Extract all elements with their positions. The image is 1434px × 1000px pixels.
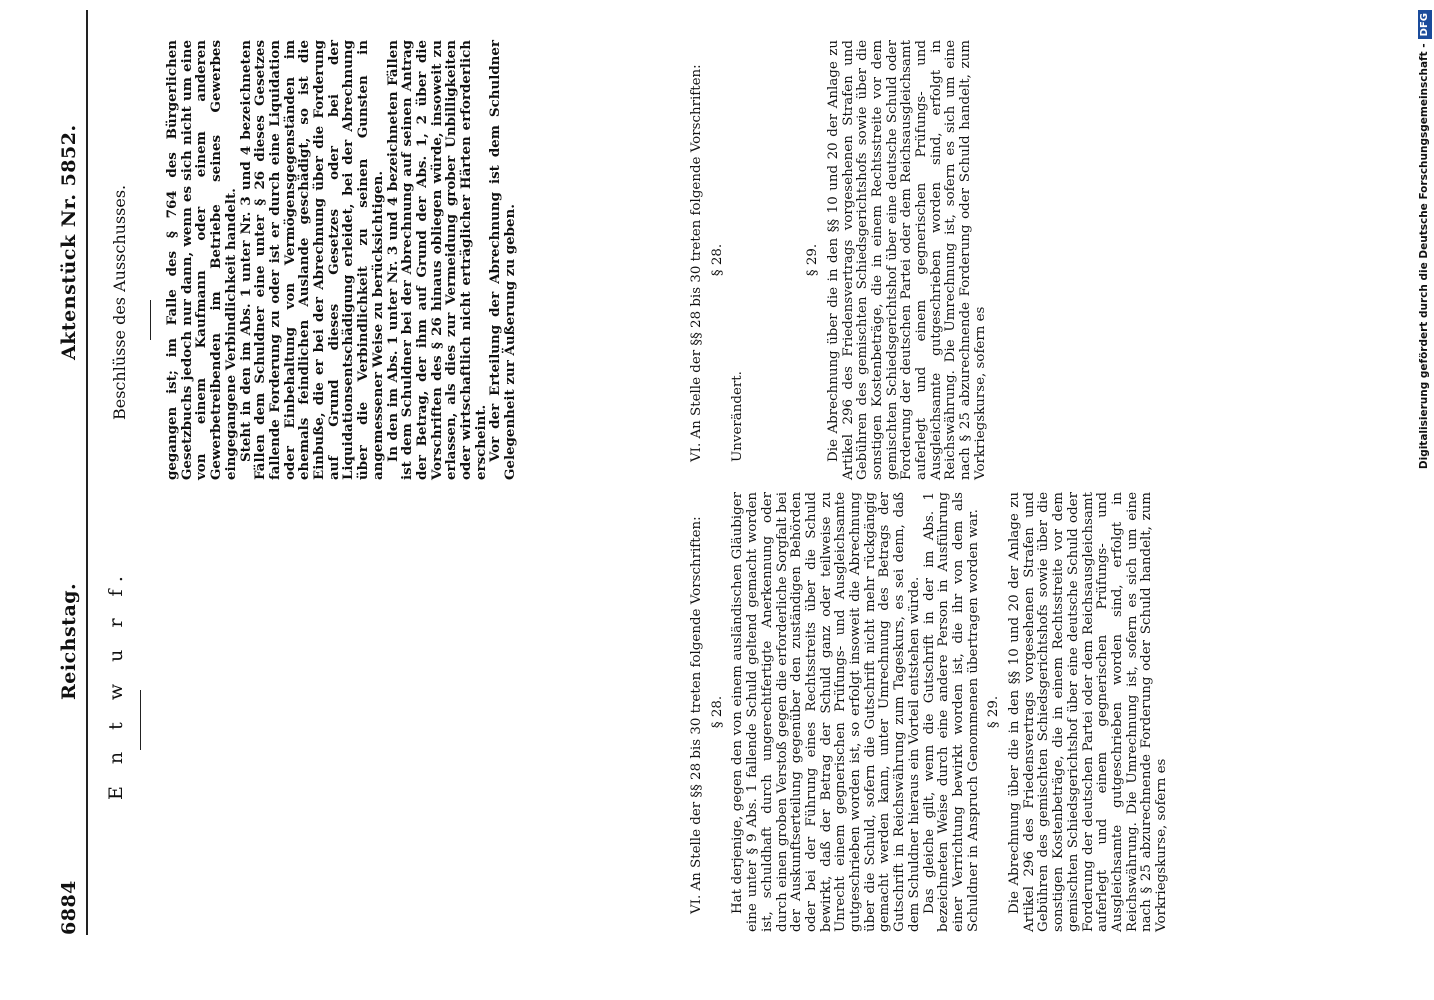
right-paragraph-3: Die Abrechnung über die in den §§ 10 und 20 der Anlage zu Artikel 296 des Friedensvertrags vorgesehenen Strafen und Gebühren des gemischten Schiedsgerichtshofs sowie über die sonstigen Kostenbeträge, die in einem Rechtsstreite vor dem gemischten Schiedsgerichtshof über eine deutsche Schuld oder Forderung der deutschen Partei oder dem Reichsausgleichsamt auferlegt und einem gegnerischen Prüfungs- und Ausgleichsamte gutgeschrieben worden sind, erfolgt in Reichswährung. Die Umrechnung ist, sofern es sich um eine nach § 25 abzurechnende Forderung oder Schuld handelt, zum Vorkriegskurse, sofern es	[825, 40, 988, 480]
right-bold-paragraph-4: Vor der Erteilung der Abrechnung ist dem Schuldner Gelegenheit zur Äußerung zu geben.	[487, 40, 519, 480]
entwurf-heading: E n t w u r f.	[105, 568, 127, 800]
right-bold-paragraph-2: Steht in den im Abs. 1 unter Nr. 3 und 4 bezeichneten Fällen dem Schuldner eine unter § 26 dieses Gesetzes fallende Forderung zu oder ist er durch eine Liquidation oder Einbehaltung von Vermögensgegenständen im ehemals feindlichen Auslande geschädigt, so ist die Einbuße, die er bei der Abrechnung über die Forderung auf Grund dieses Gesetzes oder bei der Liquidationsentschädigung erleidet, bei der Abrechnung über die Verbindlichkeit zu seinen Gunsten in angemessener Weise zu berücksichtigen.	[237, 40, 386, 480]
right-bold-paragraph-3: In den im Abs. 1 unter Nr. 3 und 4 bezeichneten Fällen ist dem Schuldner bei der Abrechnung auf seinen Antrag der Betrag, der ihm auf Grund der Abs. 1, 2 über die Vorschriften des § 26 hinaus obliegen würde, insoweit zu erlassen, als dies zur Vermeidung grober Unbilligkeiten oder wirtschaftlich nicht erträglicher Härten erforderlich erscheint.	[384, 40, 489, 480]
right-bold-block	[165, 40, 518, 480]
left-paragraph-2: Das gleiche gilt, wenn die Gutschrift in der im Abs. 1 bezeichneten Weise durch eine andere Person in Ausführung einer Verrichtung bewirkt worden ist, die ihr von dem als Schuldner in Anspruch Genommenen übertragen worden war.	[921, 492, 981, 932]
dfg-logo-icon: DFG	[1418, 10, 1432, 39]
left-paragraph-3: Die Abrechnung über die in den §§ 10 und 20 der Anlage zu Artikel 296 des Friedensvertrags vorgesehenen Strafen und Gebühren des gemischten Schiedsgerichtshofs sowie über die sonstigen Kostenbeträge, die in einem Rechtsstreite vor dem gemischten Schiedsgerichtshof über eine deutsche Schuld oder Forderung der deutschen Partei oder dem Reichsausgleichsamt auferlegt und einem gegnerischen Prüfungs- und Ausgleichsamte gutgeschrieben worden sind, erfolgt in Reichswährung. Die Umrechnung ist, sofern es sich um eine nach § 25 abzurechnende Forderung oder Schuld handelt, zum Vorkriegskurse, sofern es	[1007, 492, 1170, 932]
beschluesse-heading: Beschlüsse des Ausschusses.	[110, 184, 129, 420]
right-unchanged: Unverändert.	[730, 371, 746, 462]
dfg-side-note	[1413, 10, 1434, 990]
right-column	[690, 40, 989, 480]
left-intro: VI. An Stelle der §§ 28 bis 30 treten folgende Vorschriften:	[689, 516, 704, 914]
right-bold-paragraph-1: gegangen ist; im Falle des § 764 des Bürgerlichen Gesetzbuchs jedoch nur dann, wenn es sich nicht um eine von einem Kaufmann oder einem anderen Gewerbetreibenden im Betriebe seines Gewerbes eingegangene Verbindlichkeit handelt.	[164, 40, 239, 480]
left-column	[690, 492, 1170, 932]
left-paragraph-1: Hat derjenige, gegen den von einem ausländischen Gläubiger eine unter § 9 Abs. 1 fallende Schuld geltend gemacht worden ist, schuldhaft durch ungerechtfertigte Anerkennung oder durch einen groben Verstoß gegen die erforderliche Sorgfalt bei der Auskunftserteilung gegenüber den zuständigen Behörden oder bei der Führung eines Rechtsstreits über die Schuld bewirkt, daß der Betrag der Schuld ganz oder teilweise zu Unrecht einem gegnerischen Prüfungs- und Ausgleichsamte gutgeschrieben worden ist, so erfolgt insoweit die Abrechnung über die Schuld, sofern die Gutschrift nicht mehr rückgängig gemacht werden kann, unter Umrechnung des Betrags der Gutschrift in Reichswährung zum Tageskurs, es sei denn, daß dem Schuldner hieraus ein Vorteil entstehen würde.	[730, 492, 922, 932]
header-rule	[86, 10, 88, 935]
right-section-28: § 28.	[709, 243, 725, 277]
header-reichstag: Reichstag.	[58, 582, 80, 700]
beschluesse-rule	[150, 300, 151, 340]
page-number: 6884	[58, 880, 80, 935]
dfg-note-label: Digitalisierung gefördert durch die Deutsche Forschungsgemeinschaft -	[1418, 43, 1430, 470]
dfg-note-text	[1413, 10, 1434, 990]
header-aktenstueck: Aktenstück Nr. 5852.	[58, 124, 80, 360]
left-section-29: § 29.	[986, 695, 1002, 729]
right-section-29: § 29.	[805, 243, 821, 277]
left-section-28: § 28.	[709, 695, 725, 729]
entwurf-rule	[140, 690, 141, 750]
right-intro: VI. An Stelle der §§ 28 bis 30 treten folgende Vorschriften:	[689, 64, 704, 462]
